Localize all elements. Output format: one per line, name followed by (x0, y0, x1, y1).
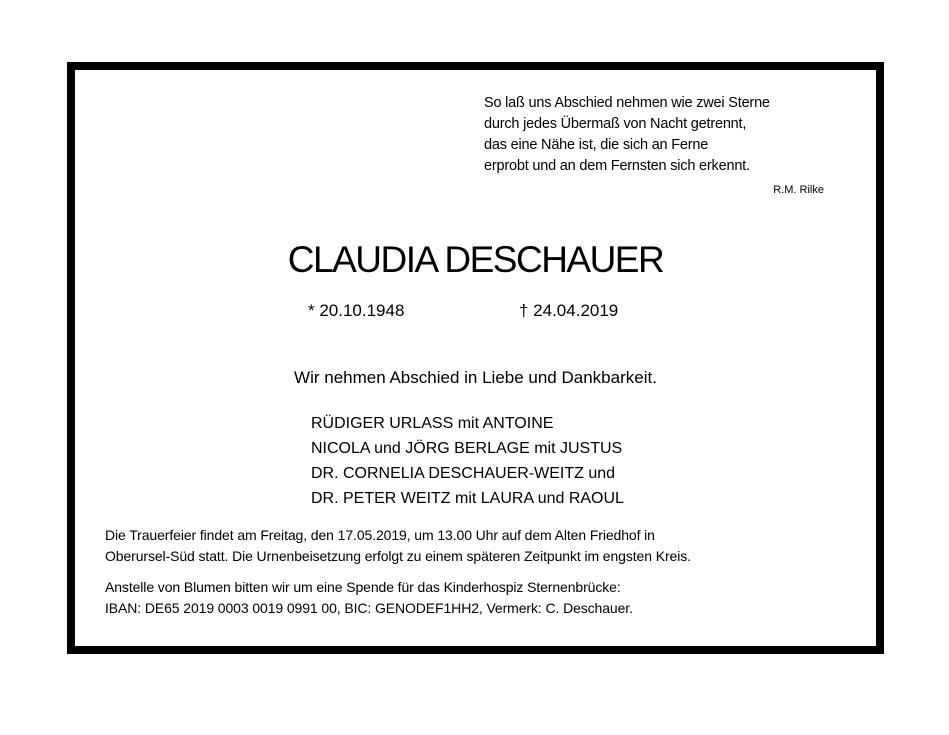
obituary-frame (67, 62, 884, 654)
family-member: DR. CORNELIA DESCHAUER-WEITZ und (311, 465, 616, 482)
donation-info (105, 577, 858, 619)
funeral-info-line: Die Trauerfeier findet am Freitag, den 17.05.2019, um 13.00 Uhr auf dem Alten Friedhof in (105, 527, 655, 543)
funeral-info-line: Oberursel-Süd statt. Die Urnenbeisetzung erfolgt zu einem späteren Zeitpunkt im engsten Kreis. (105, 548, 691, 564)
poem-author: R.M. Rilke (773, 184, 824, 196)
family-member: NICOLA und JÖRG BERLAGE mit JUSTUS (311, 440, 623, 457)
family-member: RÜDIGER URLASS mit ANTOINE (311, 415, 554, 432)
funeral-info (105, 525, 858, 567)
poem-line: So laß uns Abschied nehmen wie zwei Sterne (484, 95, 770, 111)
poem-line: das eine Nähe ist, die sich an Ferne (484, 137, 709, 153)
deceased-name: CLAUDIA DESCHAUER (287, 239, 664, 280)
family-member: DR. PETER WEITZ mit LAURA und RAOUL (311, 490, 624, 507)
donation-info-line: Anstelle von Blumen bitten wir um eine Spende für das Kinderhospiz Sternenbrücke: (105, 579, 621, 595)
death-date: † 24.04.2019 (519, 301, 619, 320)
family-list (311, 411, 624, 511)
birth-date: * 20.10.1948 (308, 301, 405, 320)
poem-quote (484, 93, 864, 177)
poem-line: durch jedes Übermaß von Nacht getrennt, (484, 116, 747, 132)
farewell-statement: Wir nehmen Abschied in Liebe und Dankbarkeit. (294, 368, 657, 387)
poem-line: erprobt und an dem Fernsten sich erkennt. (484, 158, 750, 174)
obituary-card (74, 69, 877, 647)
donation-info-line: IBAN: DE65 2019 0003 0019 0991 00, BIC: GENODEF1HH2, Vermerk: C. Deschauer. (105, 600, 633, 616)
